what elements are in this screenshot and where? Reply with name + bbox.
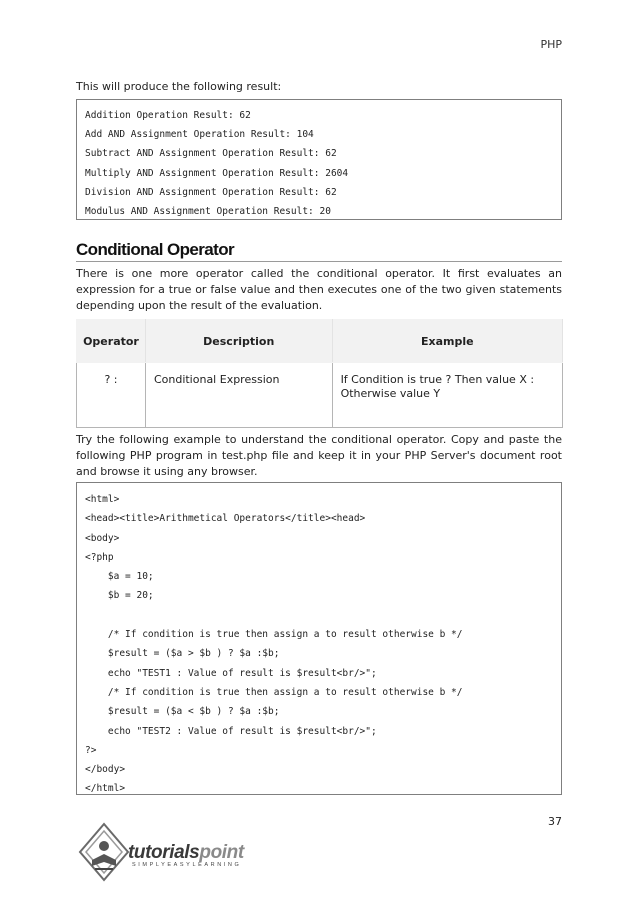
result-output-box <box>76 99 562 220</box>
section-paragraph: There is one more operator called the conditional operator. It first evaluates an expression for a true or false value and then executes one of the two given statements depending upon the result of the evaluation. <box>76 267 562 312</box>
result-line: Addition Operation Result: 62 <box>85 110 251 121</box>
section-title: Conditional Operator <box>76 240 235 259</box>
code-line: echo "TEST1 : Value of result is $result<br/>"; <box>85 667 377 679</box>
table-header-row <box>77 320 563 363</box>
code-line: $b = 20; <box>85 590 154 602</box>
code-line: $result = ($a < $b ) ? $a :$b; <box>85 706 280 718</box>
cell-description: Conditional Expression <box>145 363 332 428</box>
header-operator: Operator <box>77 320 146 363</box>
code-line: /* If condition is true then assign a to result otherwise b */ <box>85 686 463 698</box>
instructions-paragraph: Try the following example to understand the conditional operator. Copy and paste the following PHP program in test.php file and keep it in your PHP Server's document root and browse it using any browser. <box>76 433 562 478</box>
code-line: <html> <box>85 494 120 505</box>
result-line: Modulus AND Assignment Operation Result: 20 <box>85 205 331 217</box>
code-line: $result = ($a > $b ) ? $a :$b; <box>85 648 280 660</box>
page-number: 37 <box>548 815 562 828</box>
cell-example: If Condition is true ? Then value X : Otherwise value Y <box>332 363 562 428</box>
logo-diamond-icon <box>78 822 134 886</box>
cell-operator: ? : <box>77 363 146 428</box>
code-line: $a = 10; <box>85 571 154 583</box>
logo-word-bold: tutorials <box>128 842 200 863</box>
operator-table <box>76 319 563 428</box>
code-line: /* If condition is true then assign a to result otherwise b */ <box>85 629 463 641</box>
result-line: Multiply AND Assignment Operation Result: 2604 <box>85 167 349 179</box>
result-line: Subtract AND Assignment Operation Result: 62 <box>85 148 337 160</box>
code-line: </body> <box>85 764 126 776</box>
section-divider <box>76 261 562 262</box>
header-description: Description <box>145 320 332 363</box>
table-row <box>77 363 563 428</box>
code-line: <?php <box>85 551 114 563</box>
result-line: Add AND Assignment Operation Result: 104 <box>85 129 314 141</box>
code-line: echo "TEST2 : Value of result is $result<br/>"; <box>85 725 377 737</box>
code-line: </html> <box>85 783 126 795</box>
logo-tagline: SIMPLYEASYLEARNING <box>132 862 242 868</box>
header-example: Example <box>332 320 562 363</box>
result-line: Division AND Assignment Operation Result: 62 <box>85 186 337 198</box>
code-line: <body> <box>85 532 120 544</box>
code-line: ?> <box>85 744 97 756</box>
intro-text: This will produce the following result: <box>76 80 282 93</box>
code-line <box>85 606 561 625</box>
code-line: <head><title>Arithmetical Operators</title><head> <box>85 513 366 525</box>
running-header: PHP <box>540 38 562 51</box>
logo-wordmark <box>128 842 244 864</box>
tutorialspoint-logo <box>78 822 278 886</box>
logo-word-light: point <box>199 842 244 863</box>
code-listing-box <box>76 482 562 795</box>
